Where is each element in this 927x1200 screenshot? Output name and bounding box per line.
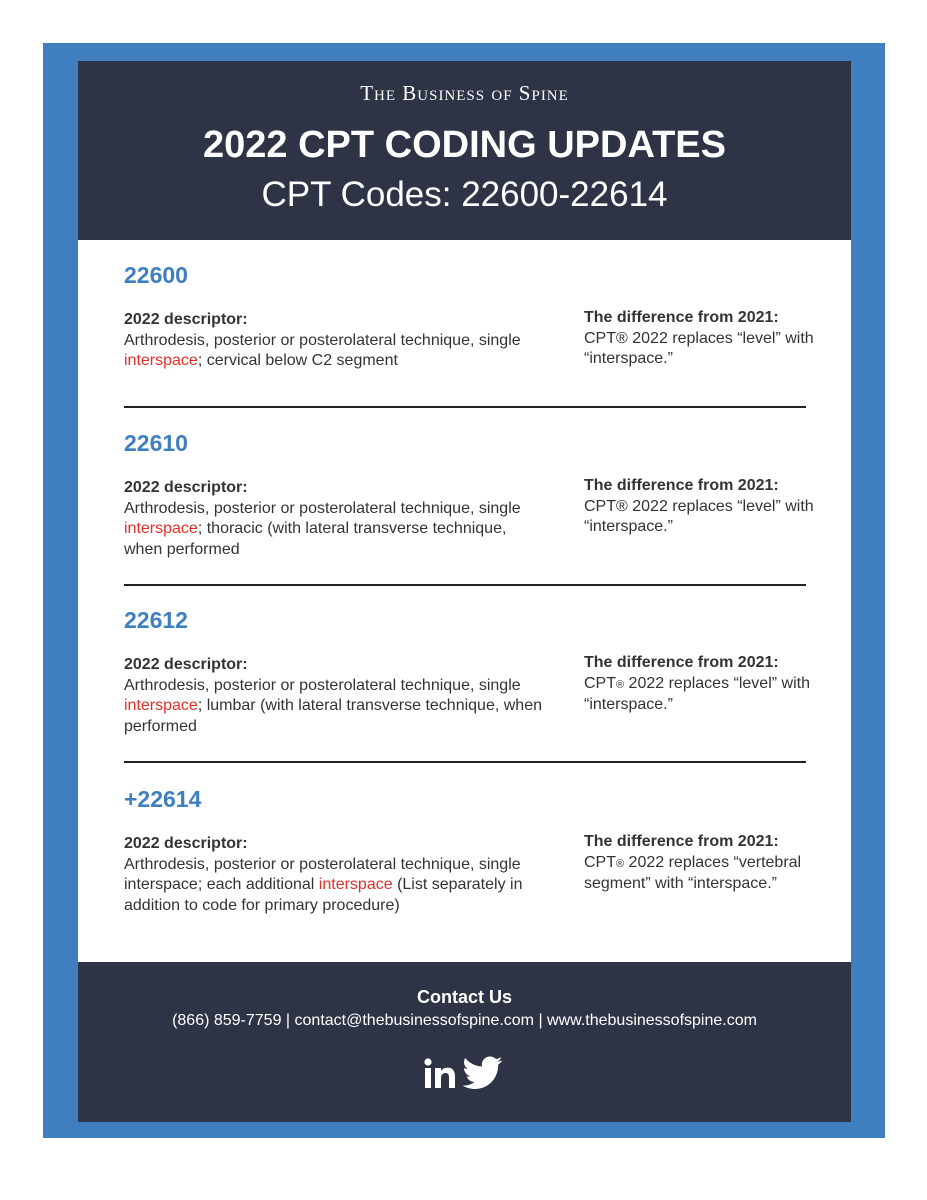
difference-text: 2022 replaces “vertebral segment” with “interspace.”: [584, 853, 802, 892]
difference-block: [584, 308, 824, 370]
difference-label: The difference from 2021:: [584, 833, 779, 850]
social-links: [423, 1057, 508, 1093]
cpt-mark: CPT: [584, 674, 616, 692]
code-heading: +22614: [124, 786, 202, 812]
main-content: [78, 240, 851, 962]
code-heading: 22612: [124, 607, 188, 633]
section-divider: [124, 761, 806, 763]
difference-label: The difference from 2021:: [584, 477, 779, 494]
twitter-icon[interactable]: [463, 1056, 503, 1090]
section-divider: [124, 584, 806, 586]
highlight-term: interspace: [124, 520, 198, 537]
contact-details[interactable]: (866) 859-7759 | contact@thebusinessofspine.com | www.thebusinessofspine.com: [172, 1012, 757, 1029]
highlight-term: interspace: [124, 697, 198, 714]
registered-mark: ®: [616, 678, 625, 691]
descriptor-text: Arthrodesis, posterior or posterolateral technique, single: [124, 331, 521, 349]
header-banner: [78, 61, 851, 240]
descriptor-block: [124, 834, 544, 916]
descriptor-text-end: ; lumbar (with lateral transverse technique, when performed: [124, 697, 542, 735]
code-heading: 22600: [124, 262, 188, 288]
difference-text: 2022 replaces “level” with “interspace.”: [584, 674, 810, 713]
page-title: 2022 CPT CODING UPDATES: [203, 124, 726, 166]
section-divider: [124, 406, 806, 408]
descriptor-text-end: (List separately in addition to code for primary procedure): [124, 876, 523, 914]
highlight-term: interspace: [124, 352, 198, 369]
difference-label: The difference from 2021:: [584, 654, 779, 671]
descriptor-label: 2022 descriptor:: [124, 835, 248, 852]
descriptor-label: 2022 descriptor:: [124, 479, 248, 496]
cpt-mark: CPT: [584, 853, 616, 871]
highlight-term: interspace: [318, 876, 393, 893]
difference-text: 2022 replaces “level” with “interspace.”: [584, 497, 814, 535]
descriptor-text: Arthrodesis, posterior or posterolateral technique, single: [124, 676, 521, 694]
brand-name: The Business of Spine: [360, 81, 569, 105]
descriptor-block: [124, 310, 544, 372]
difference-block: [584, 832, 824, 895]
cpt-mark: CPT®: [584, 497, 628, 515]
descriptor-label: 2022 descriptor:: [124, 311, 248, 328]
cpt-mark: CPT®: [584, 329, 628, 347]
difference-block: [584, 653, 824, 716]
difference-label: The difference from 2021:: [584, 309, 779, 326]
descriptor-text-end: ; cervical below C2 segment: [197, 352, 398, 369]
descriptor-block: [124, 655, 544, 737]
descriptor-text: Arthrodesis, posterior or posterolateral technique, single interspace; each additional: [124, 855, 521, 893]
descriptor-label: 2022 descriptor:: [124, 656, 248, 673]
linkedin-icon[interactable]: [423, 1057, 457, 1091]
code-heading: 22610: [124, 430, 188, 456]
difference-text: 2022 replaces “level” with “interspace.”: [584, 329, 814, 367]
descriptor-block: [124, 478, 544, 560]
difference-block: [584, 476, 824, 538]
page-subtitle: CPT Codes: 22600-22614: [261, 175, 668, 214]
descriptor-text: Arthrodesis, posterior or posterolateral technique, single: [124, 499, 521, 517]
footer-banner: [78, 962, 851, 1122]
contact-heading: Contact Us: [416, 987, 512, 1007]
registered-mark: ®: [616, 857, 625, 870]
descriptor-text-end: ; thoracic (with lateral transverse technique, when performed: [124, 520, 507, 558]
